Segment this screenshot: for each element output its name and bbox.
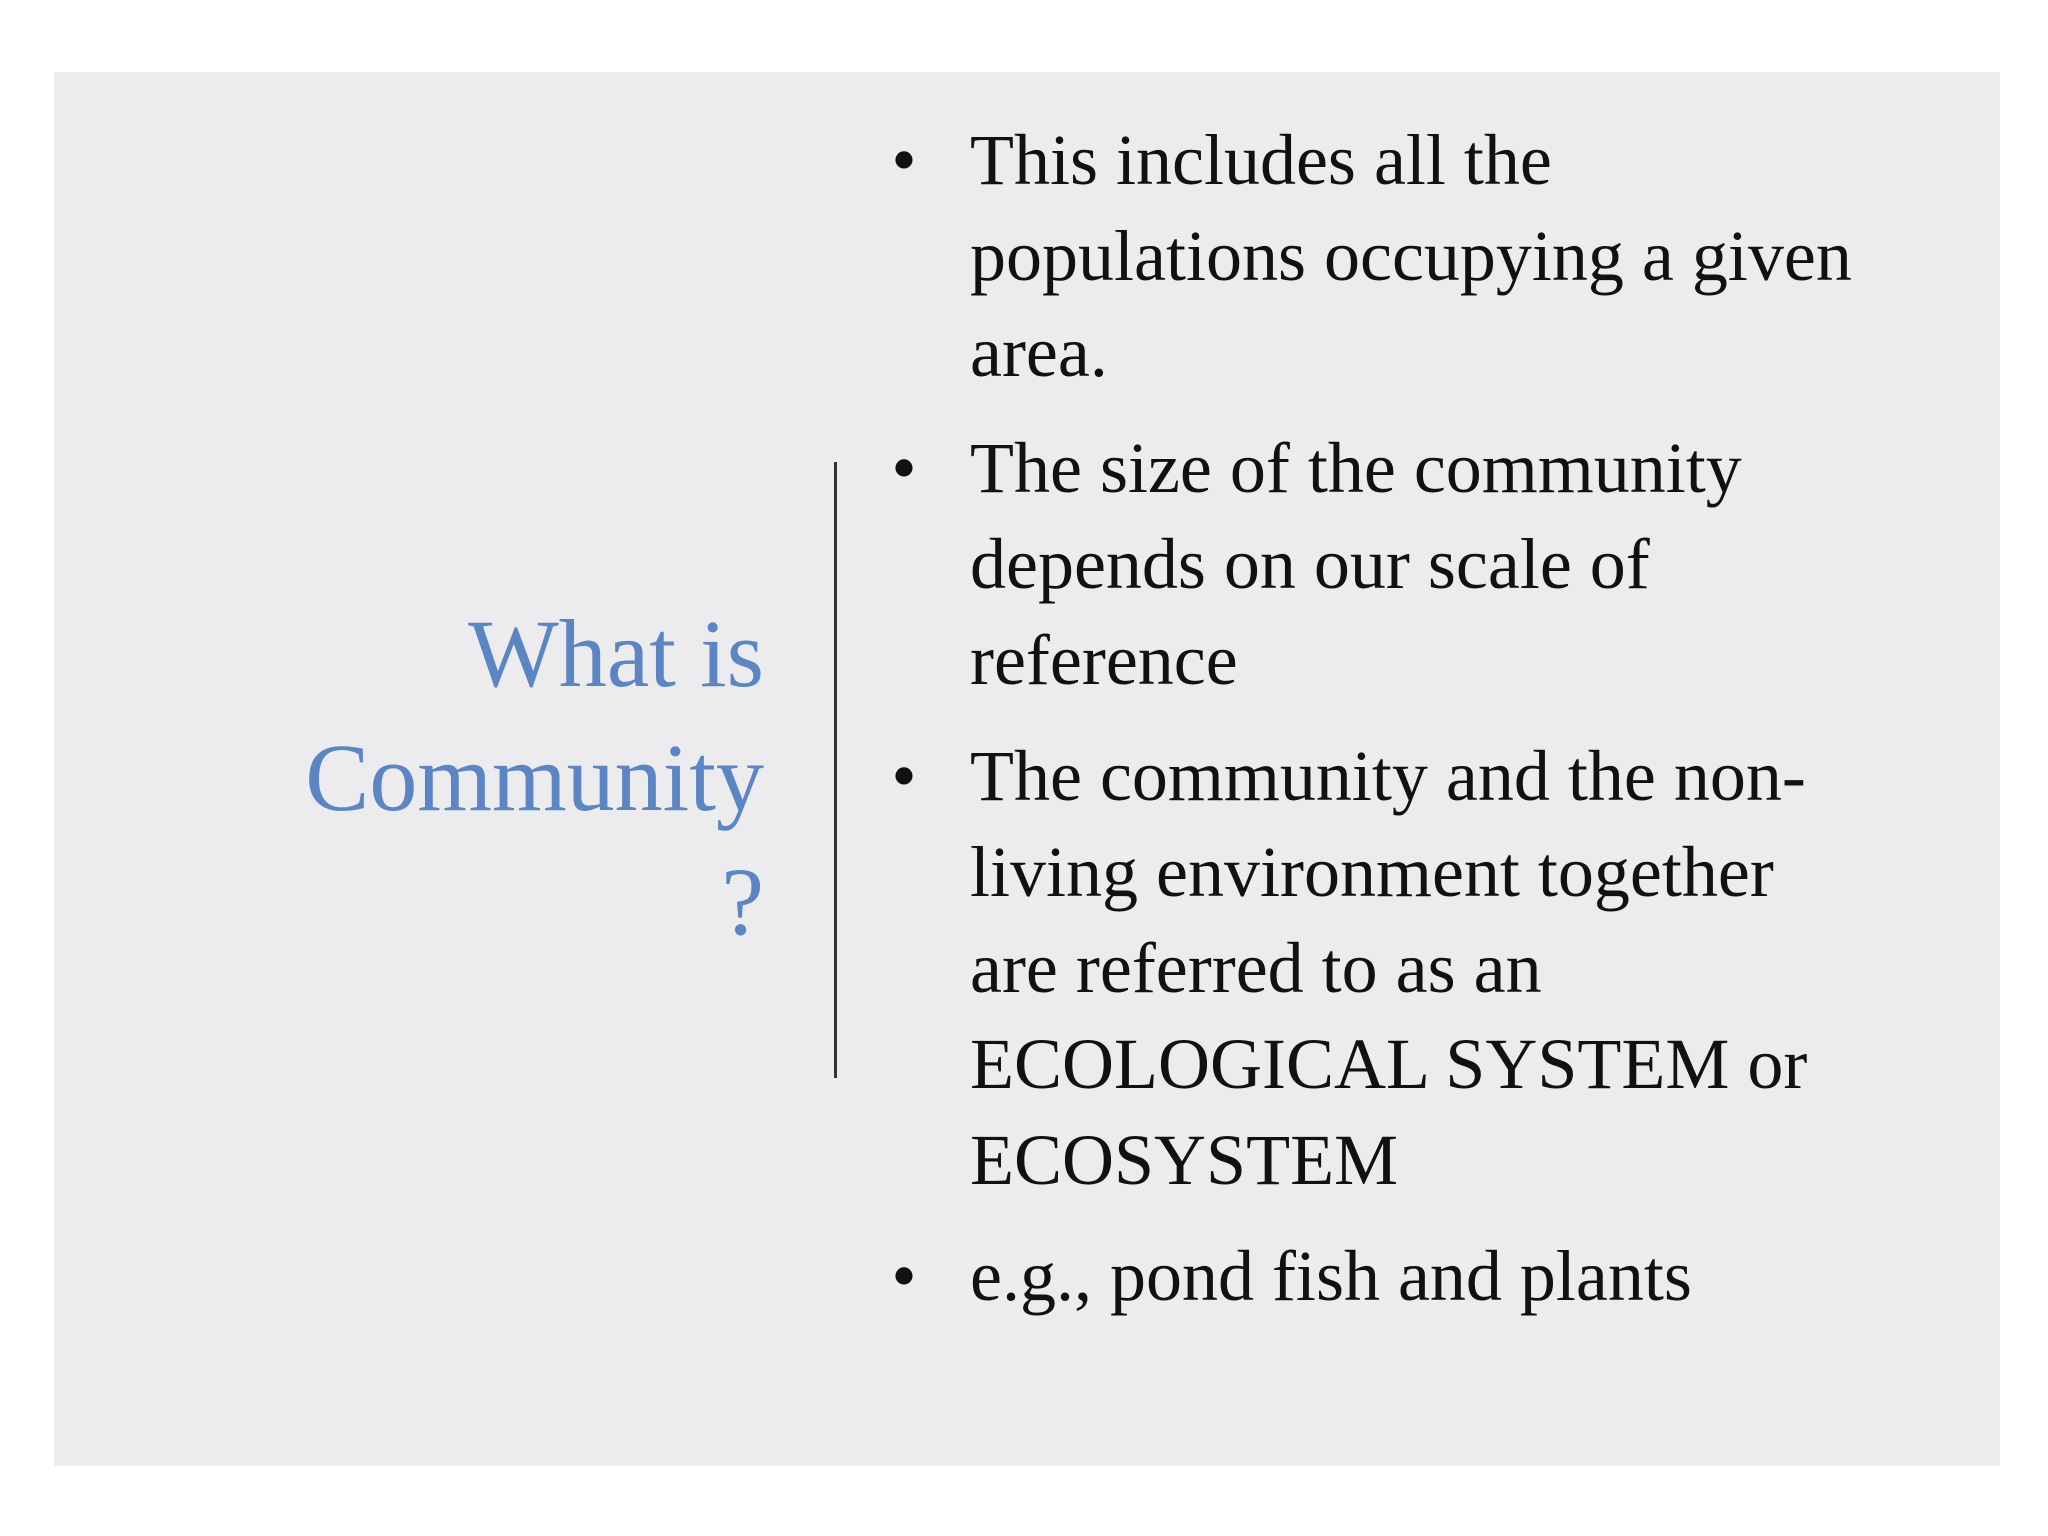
- bullet-text-line: reference: [970, 620, 1238, 700]
- bullet-item: [884, 1228, 1944, 1324]
- slide-title: [174, 592, 764, 964]
- bullet-text-line: The community and the non-: [970, 736, 1806, 816]
- vertical-divider: [834, 462, 837, 1078]
- bullet-text-line: e.g., pond fish and plants: [970, 1236, 1692, 1316]
- title-line: Community: [305, 724, 764, 831]
- bullet-item: [884, 420, 1944, 708]
- bullet-dot-icon: •: [891, 1236, 917, 1316]
- bullet-text-line: ECOLOGICAL SYSTEM or: [970, 1024, 1808, 1104]
- title-line: ?: [721, 848, 764, 955]
- bullet-list: [884, 112, 1944, 1344]
- slide: [54, 72, 2000, 1466]
- bullet-text-line: area.: [970, 312, 1108, 392]
- bullet-text-line: depends on our scale of: [970, 524, 1650, 604]
- bullet-item: [884, 112, 1944, 400]
- title-line: What is: [468, 600, 764, 707]
- bullet-dot-icon: •: [891, 428, 917, 508]
- bullet-dot-icon: •: [891, 736, 917, 816]
- bullet-item: [884, 728, 1944, 1208]
- bullet-text-line: living environment together: [970, 832, 1774, 912]
- bullet-text-line: ECOSYSTEM: [970, 1120, 1399, 1200]
- bullet-text-line: populations occupying a given: [970, 216, 1852, 296]
- bullet-dot-icon: •: [891, 120, 917, 200]
- bullet-text-line: are referred to as an: [970, 928, 1542, 1008]
- bullet-text-line: This includes all the: [970, 120, 1552, 200]
- bullet-text-line: The size of the community: [970, 428, 1742, 508]
